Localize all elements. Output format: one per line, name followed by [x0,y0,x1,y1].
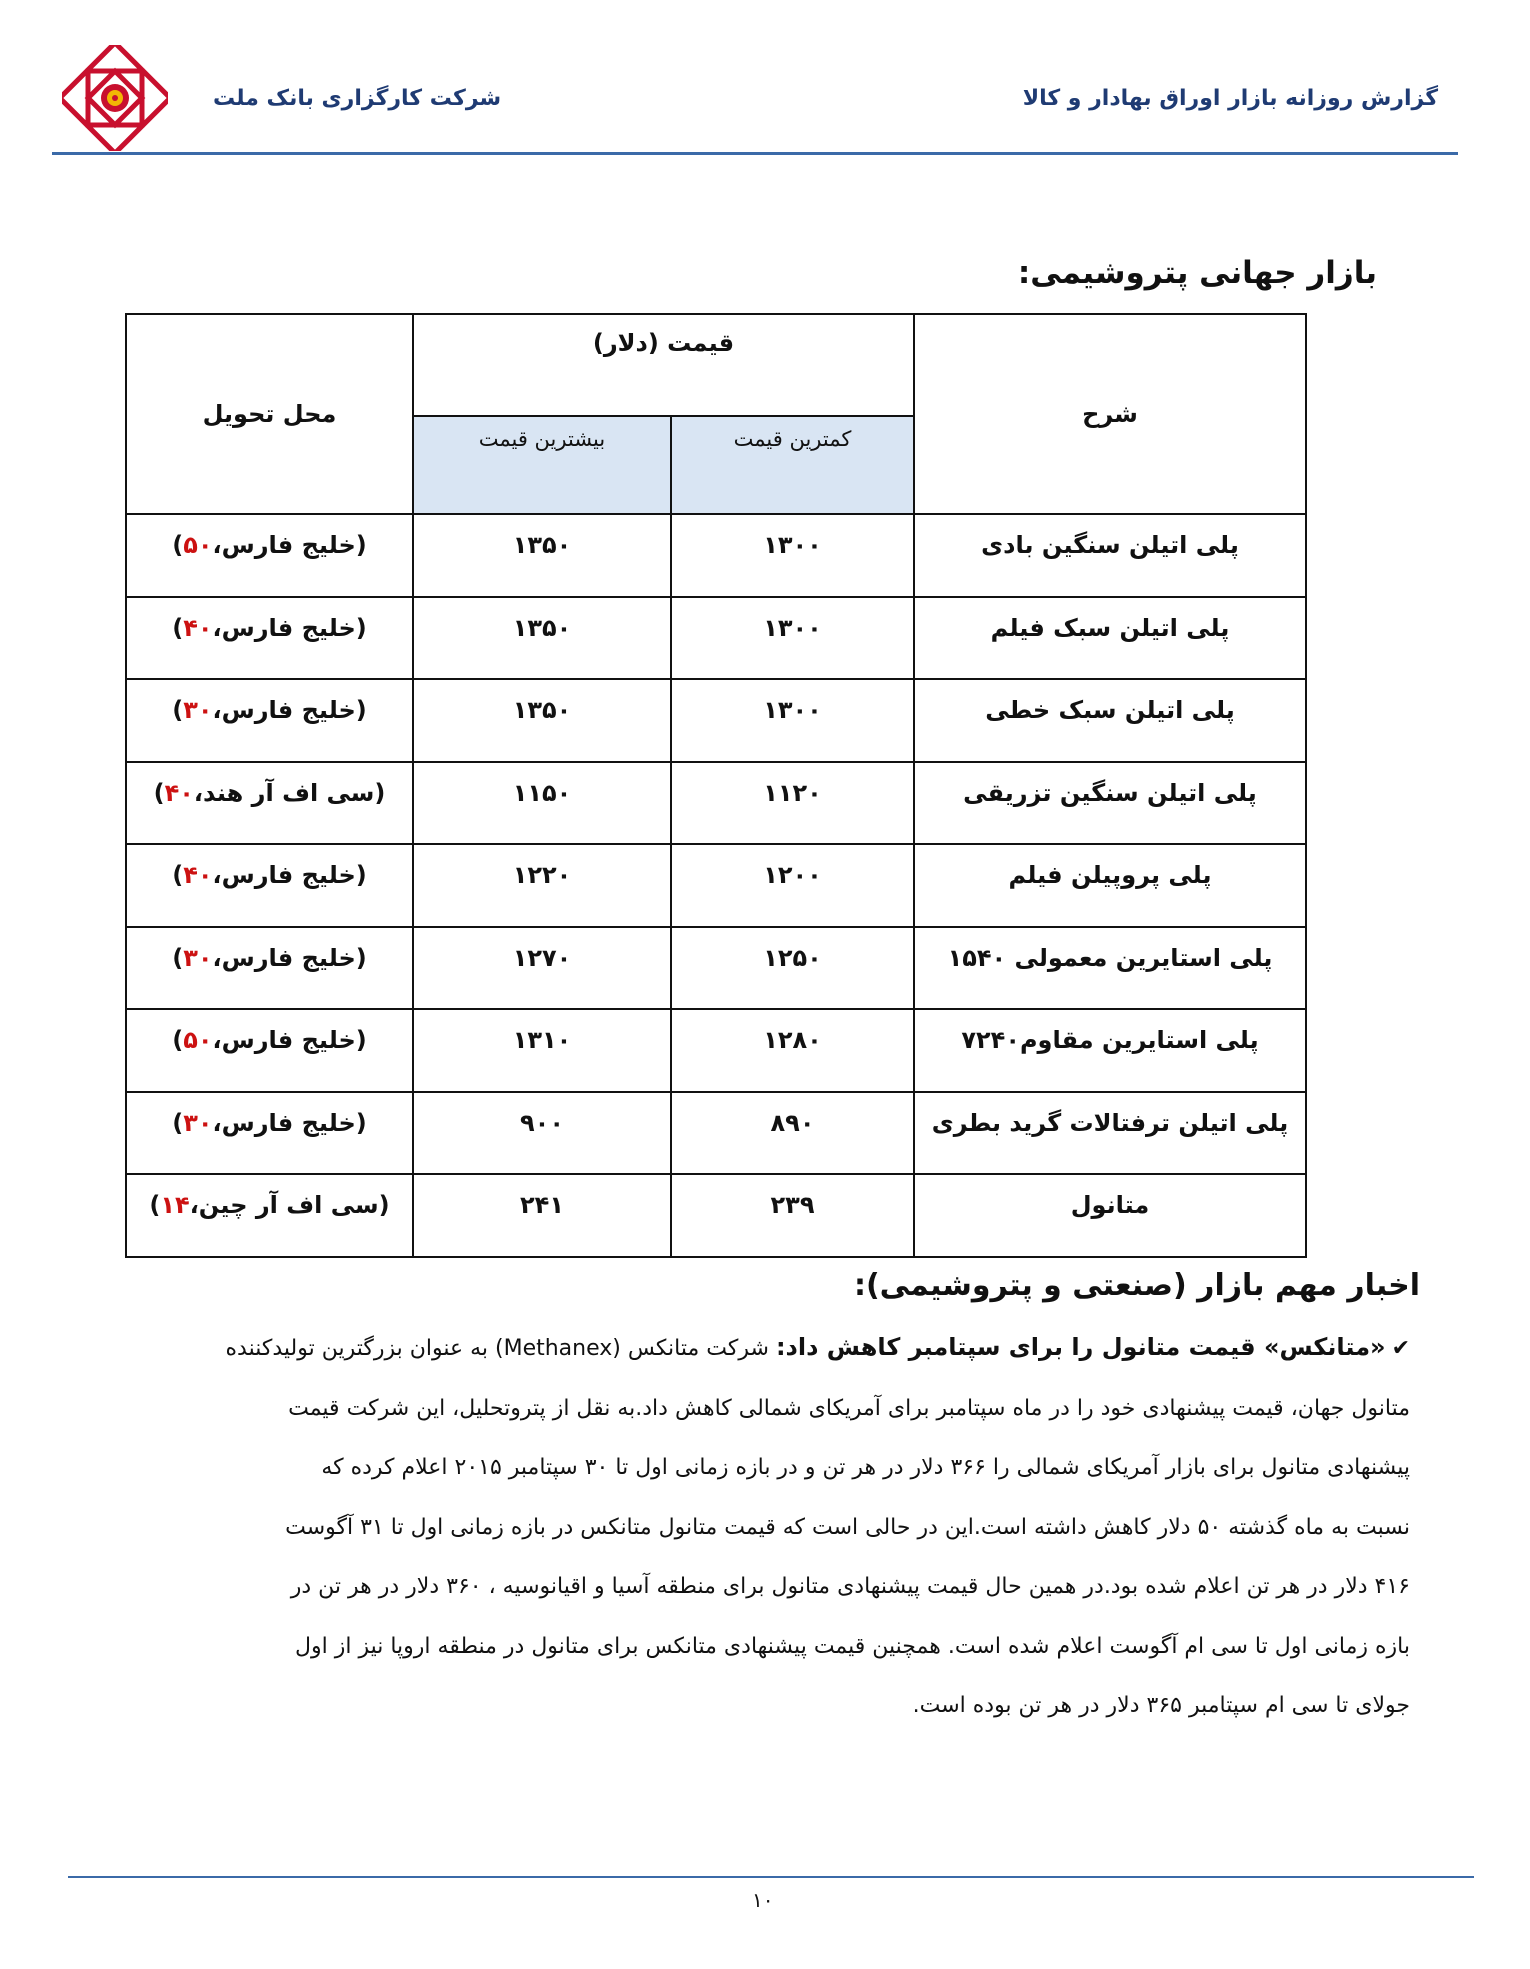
table-row [126,679,1306,762]
delivery-location: (خلیج فارس، [212,531,367,560]
min-price-cell: ۱۲۵۰ [671,927,914,1010]
report-title: گزارش روزانه بازار اوراق بهادار و کالا [1022,86,1438,111]
product-name-cell: پلی اتیلن سنگین بادی [914,514,1306,597]
table-row [126,927,1306,1010]
header-description: شرح [914,314,1306,514]
min-price-cell: ۱۲۸۰ [671,1009,914,1092]
min-price-cell: ۱۳۰۰ [671,514,914,597]
table-row [126,514,1306,597]
news-line: بازه زمانی اول تا سی ام آگوست اعلام شده است. همچنین قیمت پیشنهادی متانکس برای متانول در منطقه اروپا نیز از اول [295,1633,1410,1659]
table-row [126,597,1306,680]
delivery-cell [126,597,413,680]
news-line: متانول جهان، قیمت پیشنهادی خود را در ماه سپتامبر برای آمریکای شمالی کاهش داد.به نقل از پتروتحلیل، این شرکت قیمت [288,1395,1410,1421]
news-section-title: اخبار مهم بازار (صنعتی و پتروشیمی): [853,1268,1420,1303]
min-price-cell: ۸۹۰ [671,1092,914,1175]
delivery-close: ) [149,1191,161,1220]
header-min-price: کمترین قیمت [671,416,914,514]
table-row [126,844,1306,927]
section-title: بازار جهانی پتروشیمی: [1017,255,1377,291]
delivery-close: ) [153,778,165,807]
delivery-cell [126,762,413,845]
min-price-cell: ۱۳۰۰ [671,679,914,762]
max-price-cell: ۱۱۵۰ [413,762,671,845]
table-row [126,762,1306,845]
delivery-close: ) [172,1026,184,1055]
delivery-days: ۵۰ [183,1026,213,1055]
min-price-cell: ۱۱۲۰ [671,762,914,845]
product-name-cell: پلی اتیلن ترفتالات گرید بطری [914,1092,1306,1175]
max-price-cell: ۹۰۰ [413,1092,671,1175]
delivery-days: ۵۰ [183,531,213,560]
max-price-cell: ۱۲۲۰ [413,844,671,927]
delivery-cell [126,1009,413,1092]
delivery-cell [126,844,413,927]
product-name-cell: پلی اتیلن سبک خطی [914,679,1306,762]
delivery-days: ۳۰ [183,943,213,972]
product-name-cell: متانول [914,1174,1306,1257]
company-name: شرکت کارگزاری بانک ملت [213,86,502,111]
min-price-cell: ۱۳۰۰ [671,597,914,680]
min-price-cell: ۲۳۹ [671,1174,914,1257]
table-row [126,1174,1306,1257]
max-price-cell: ۱۲۷۰ [413,927,671,1010]
product-name-cell: پلی استایرین مقاوم۷۲۴۰ [914,1009,1306,1092]
delivery-location: (خلیج فارس، [212,943,367,972]
checkmark-icon: ✔ [1391,1336,1410,1361]
news-line: شرکت متانکس (Methanex) به عنوان بزرگترین تولیدکننده [225,1336,769,1361]
header-divider [52,152,1458,155]
delivery-close: ) [172,861,184,890]
delivery-location: (سی اف آر چین، [189,1191,390,1220]
delivery-days: ۱۴ [160,1191,190,1220]
delivery-location: (خلیج فارس، [212,1026,367,1055]
delivery-location: (خلیج فارس، [212,861,367,890]
max-price-cell: ۱۳۱۰ [413,1009,671,1092]
product-name-cell: پلی پروپیلن فیلم [914,844,1306,927]
news-line: نسبت به ماه گذشته ۵۰ دلار کاهش داشته است.این در حالی است که قیمت متانول متانکس در بازه زمانی اول تا ۳۱ آگوست [285,1514,1410,1540]
news-headline: «متانکس» قیمت متانول را برای سپتامبر کاهش داد: [775,1333,1386,1361]
max-price-cell: ۱۳۵۰ [413,514,671,597]
delivery-close: ) [172,943,184,972]
delivery-close: ) [172,1108,184,1137]
news-article [140,1318,1410,1736]
news-line: پیشنهادی متانول برای بازار آمریکای شمالی را ۳۶۶ دلار در هر تن و در بازه زمانی اول تا ۳۰ سپتامبر ۲۰۱۵ اعلام کرده که [321,1455,1410,1480]
delivery-days: ۳۰ [183,1108,213,1137]
news-first-line [140,1318,1410,1379]
header-price: قیمت (دلار) [413,314,914,416]
delivery-close: ) [172,613,184,642]
delivery-days: ۴۰ [164,778,194,807]
max-price-cell: ۱۳۵۰ [413,597,671,680]
footer-divider [68,1876,1474,1878]
min-price-cell: ۱۲۰۰ [671,844,914,927]
news-line: ۴۱۶ دلار در هر تن اعلام شده بود.در همین حال قیمت پیشنهادی متانول برای منطقه آسیا و اقیانوسیه ، ۳۶۰ دلار در هر تن در [290,1574,1410,1599]
product-name-cell: پلی اتیلن سبک فیلم [914,597,1306,680]
delivery-cell [126,927,413,1010]
news-line: جولای تا سی ام سپتامبر ۳۶۵ دلار در هر تن بوده است. [912,1693,1410,1718]
table-row [126,1009,1306,1092]
delivery-cell [126,1174,413,1257]
table-row [126,1092,1306,1175]
max-price-cell: ۱۳۵۰ [413,679,671,762]
max-price-cell: ۲۴۱ [413,1174,671,1257]
delivery-days: ۴۰ [183,861,213,890]
header-max-price: بیشترین قیمت [413,416,671,514]
delivery-close: ) [172,531,184,560]
bank-mellat-logo-icon [62,45,168,151]
delivery-location: (سی اف آر هند، [193,778,386,807]
delivery-cell [126,514,413,597]
delivery-close: ) [172,696,184,725]
delivery-cell [126,679,413,762]
delivery-location: (خلیج فارس، [212,613,367,642]
delivery-days: ۳۰ [183,696,213,725]
delivery-cell [126,1092,413,1175]
petrochemical-price-table [125,313,1307,1258]
delivery-days: ۴۰ [183,613,213,642]
delivery-location: (خلیج فارس، [212,1108,367,1137]
product-name-cell: پلی اتیلن سنگین تزریقی [914,762,1306,845]
product-name-cell: پلی استایرین معمولی ۱۵۴۰ [914,927,1306,1010]
page-number: ۱۰ [752,1888,774,1912]
header-delivery: محل تحویل [126,314,413,514]
delivery-location: (خلیج فارس، [212,696,367,725]
